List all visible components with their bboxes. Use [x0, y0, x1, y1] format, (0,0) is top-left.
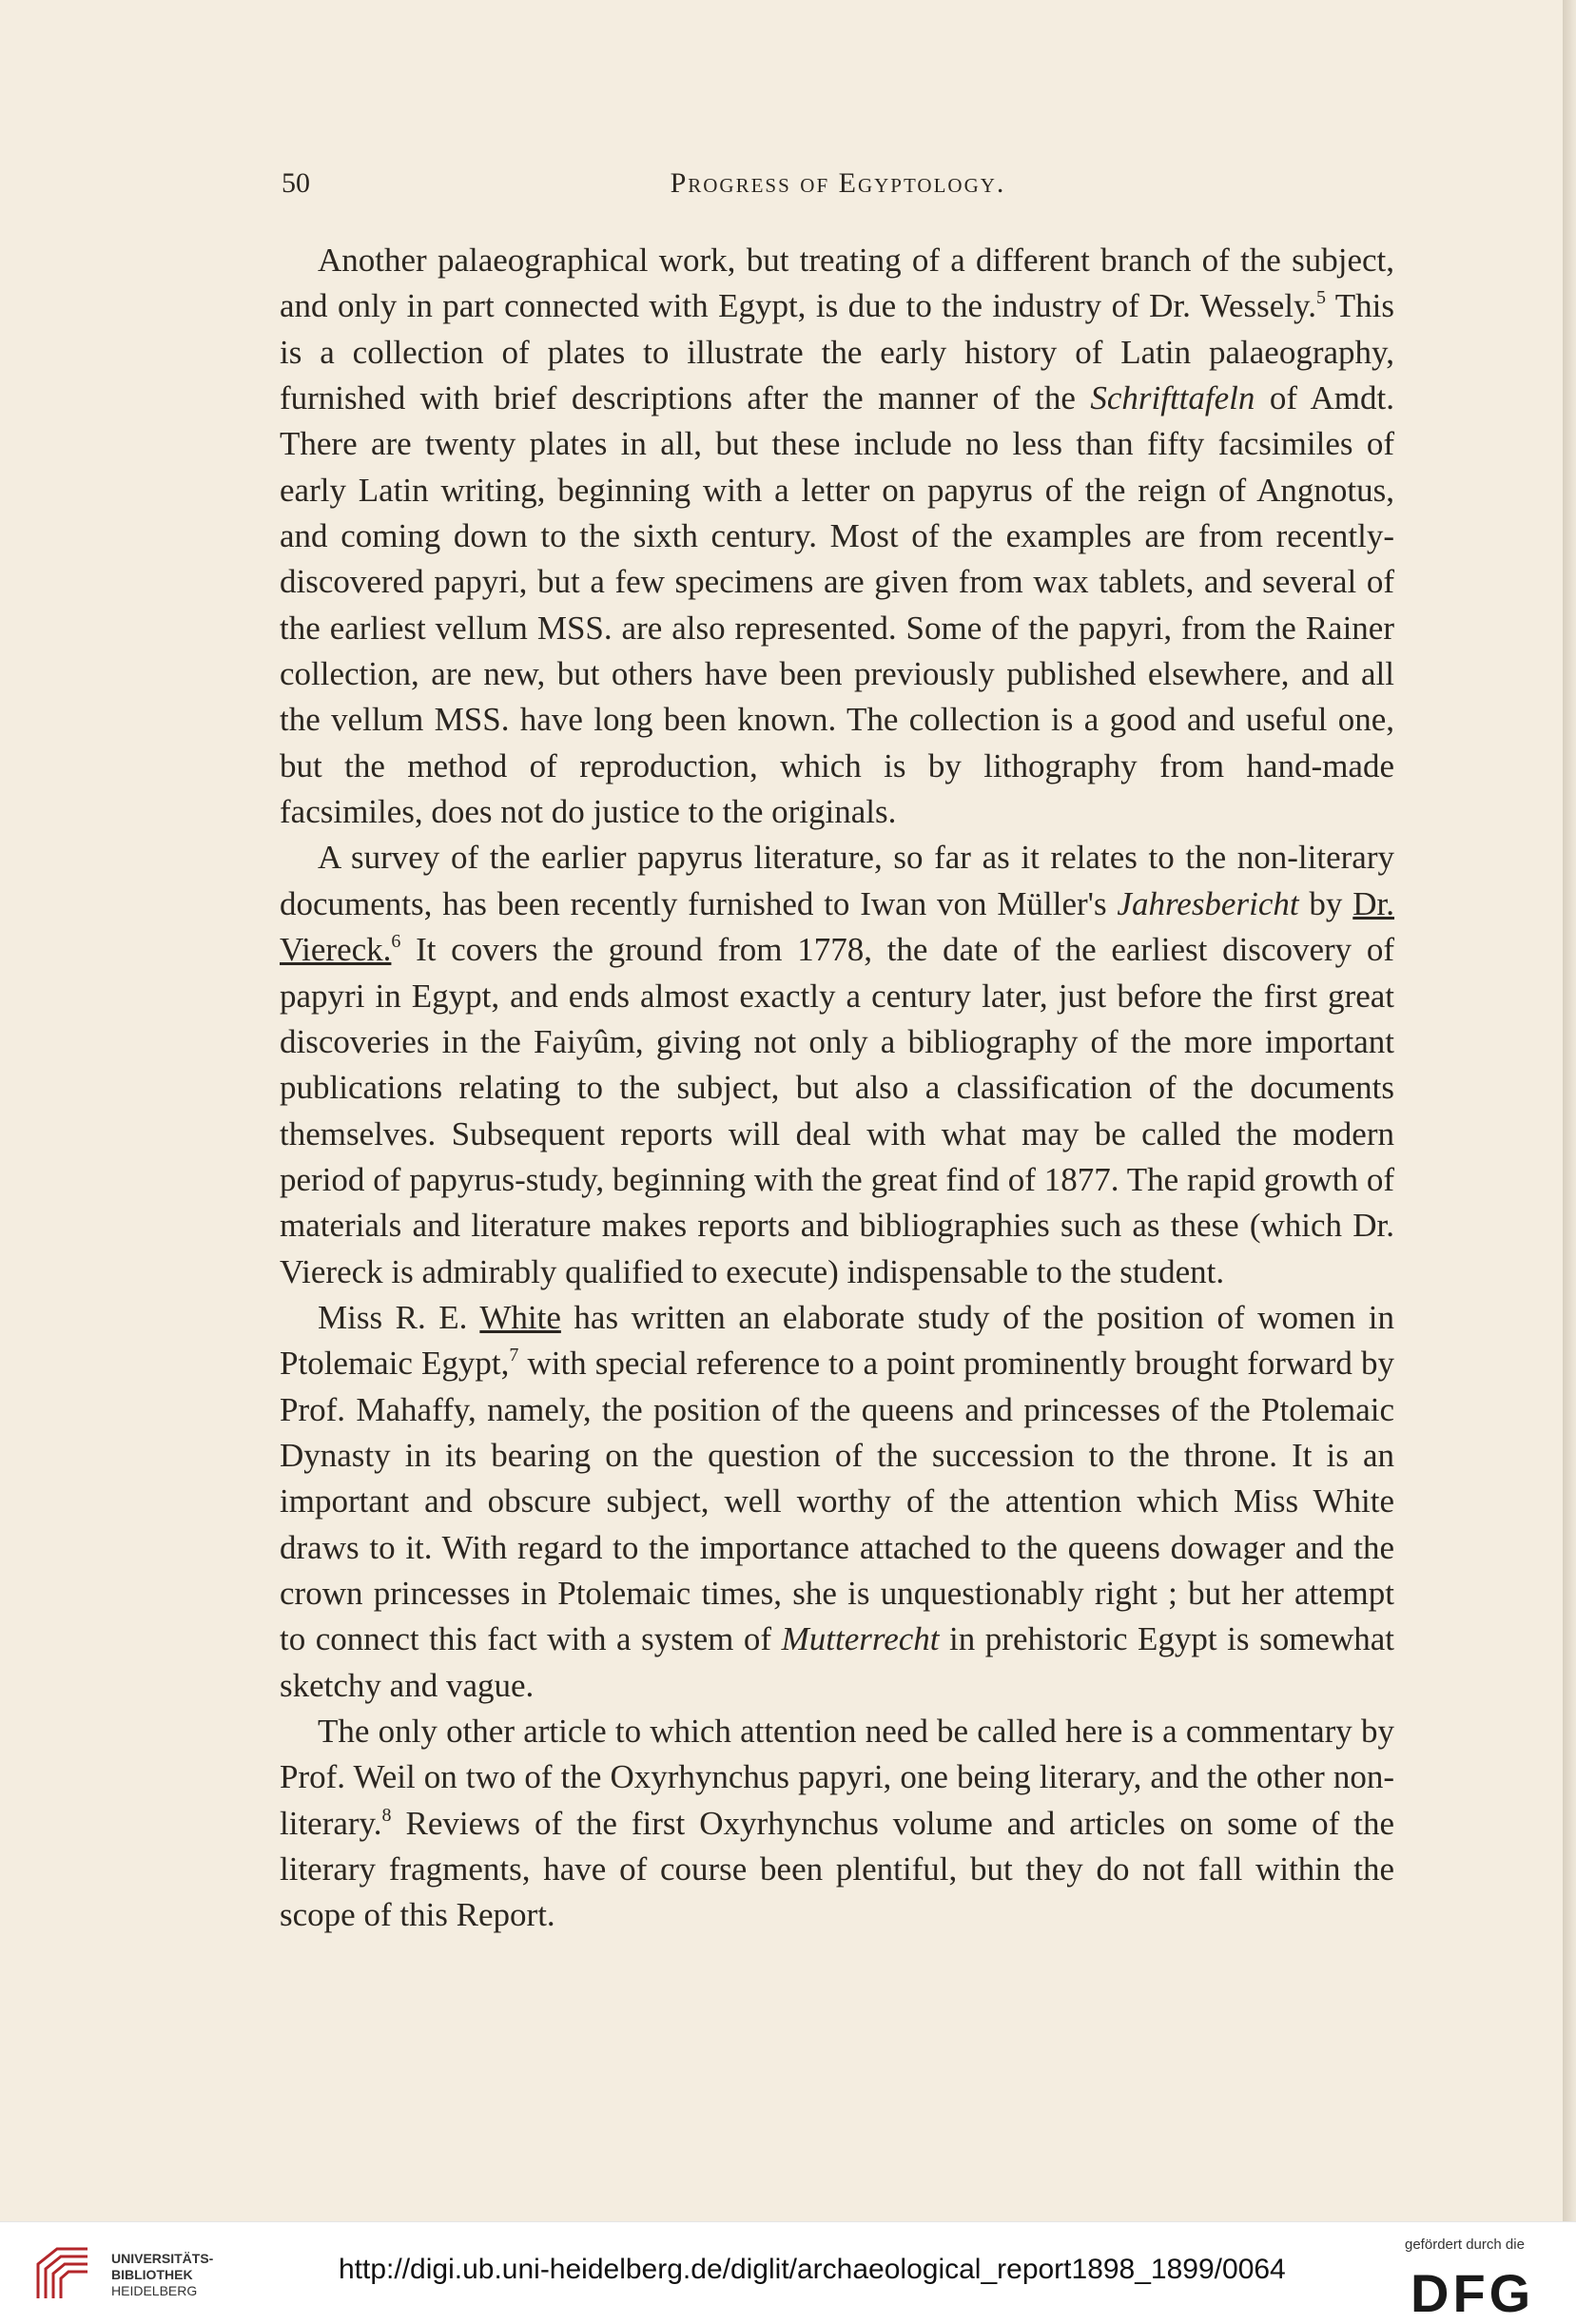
dfg-logo[interactable]: DFG	[1411, 2263, 1535, 2323]
library-line-1: UNIVERSITÄTS-	[111, 2251, 214, 2266]
footnote-ref-8: 8	[381, 1804, 392, 1826]
running-title: Progress of Egyptology.	[670, 167, 1006, 199]
text-run: This is a collection of plates to illustrate the early history of Latin palaeography, furnished with brief descriptions after the manner of the	[280, 287, 1394, 417]
footer-bar	[0, 2221, 1576, 2323]
footnote-ref-5: 5	[1315, 287, 1326, 309]
text-run: of Amdt. There are twenty plates in all, but these include no less than fifty facsimiles of early Latin writing, beginning with a letter on papyrus of the reign of Angnotus, and coming down to the sixth century. Most of the examples are from recently-discovered papyri, but a few specimens are given from wax tablets, and several of the earliest vellum MSS. are also represented. Some of the papyri, from the Rainer collection, are new, but others have been previously published elsewhere, and all the vellum MSS. have long been known. The collection is a good and useful one, but the method of reproduction, which is by lithography from hand-made facsimiles, does not do justice to the originals.	[280, 379, 1394, 831]
footnote-ref-6: 6	[391, 931, 401, 953]
text-run: Reviews of the first Oxyrhynchus volume and articles on some of the literary fragments, have of course been plentiful, but they do not fall within the scope of this Report.	[280, 1804, 1394, 1934]
paragraph-2	[280, 835, 1394, 1294]
text-run: The only other article to which attention need be called here is a commentary by Prof. Weil on two of the Oxyrhynchus papyri, one being literary, and the other non-literary.	[280, 1713, 1394, 1842]
underlined-name: Dr. Viereck.	[280, 884, 1395, 969]
text-run: has written an elaborate study of the position of women in Ptolemaic Egypt,	[280, 1298, 1394, 1383]
university-library-logo-icon[interactable]	[29, 2239, 97, 2308]
italic-title: Jahresbericht	[1117, 884, 1299, 922]
paragraph-3	[280, 1295, 1394, 1709]
paragraph-4	[280, 1709, 1394, 1939]
text-run: It covers the ground from 1778, the date of the earliest discovery of papyri in Egypt, and ends almost exactly a century later, just before the first great discoveries in the Faiyûm, giving not only a bibliography of the more important publications relating to the subject, but also a classification of the documents themselves. Subsequent reports will deal with what may be called the modern period of papyrus-study, beginning with the great find of 1877. The rapid growth of materials and literature makes reports and bibliographies such as these (which Dr. Viereck is admirably qualified to execute) indispensable to the student.	[280, 931, 1394, 1290]
paragraph-1	[280, 238, 1394, 835]
page-number: 50	[282, 167, 310, 199]
text-run: Miss R. E.	[318, 1298, 480, 1336]
body-text	[280, 238, 1394, 1939]
text-run: in prehistoric Egypt is somewhat sketchy and vague.	[280, 1620, 1394, 1704]
page-header	[282, 167, 1394, 215]
page-edge-shadow	[1563, 0, 1576, 2221]
library-name	[111, 2251, 213, 2299]
library-line-2: BIBLIOTHEK	[111, 2267, 193, 2282]
text-run: by	[1298, 884, 1353, 922]
underlined-name: White	[479, 1298, 561, 1336]
italic-title: Schrifttafeln	[1090, 379, 1255, 417]
text-run: Another palaeographical work, but treating of a different branch of the subject, and only in part connected with Egypt, is due to the industry of Dr. Wessely.	[280, 242, 1394, 325]
text-run: A survey of the earlier papyrus literature, so far as it relates to the non-literary documents, has been recently furnished to Iwan von Müller's	[280, 839, 1394, 922]
footnote-ref-7: 7	[509, 1345, 519, 1366]
text-run: with special reference to a point prominently brought forward by Prof. Mahaffy, namely, the position of the queens and princesses of the Ptolemaic Dynasty in its bearing on the question of the succession to the throne. It is an important and obscure subject, well worthy of the attention which Miss White draws to it. With regard to the importance attached to the queens dowager and the crown princesses in Ptolemaic times, she is unquestionably right ; but her attempt to connect this fact with a system of	[280, 1345, 1394, 1658]
funded-by-label: gefördert durch die	[1405, 2237, 1525, 2253]
document-url-link[interactable]: http://digi.ub.uni-heidelberg.de/diglit/archaeological_report1898_1899/0064	[339, 2254, 1286, 2285]
library-line-3: HEIDELBERG	[111, 2283, 198, 2298]
italic-term: Mutterrecht	[781, 1620, 940, 1658]
